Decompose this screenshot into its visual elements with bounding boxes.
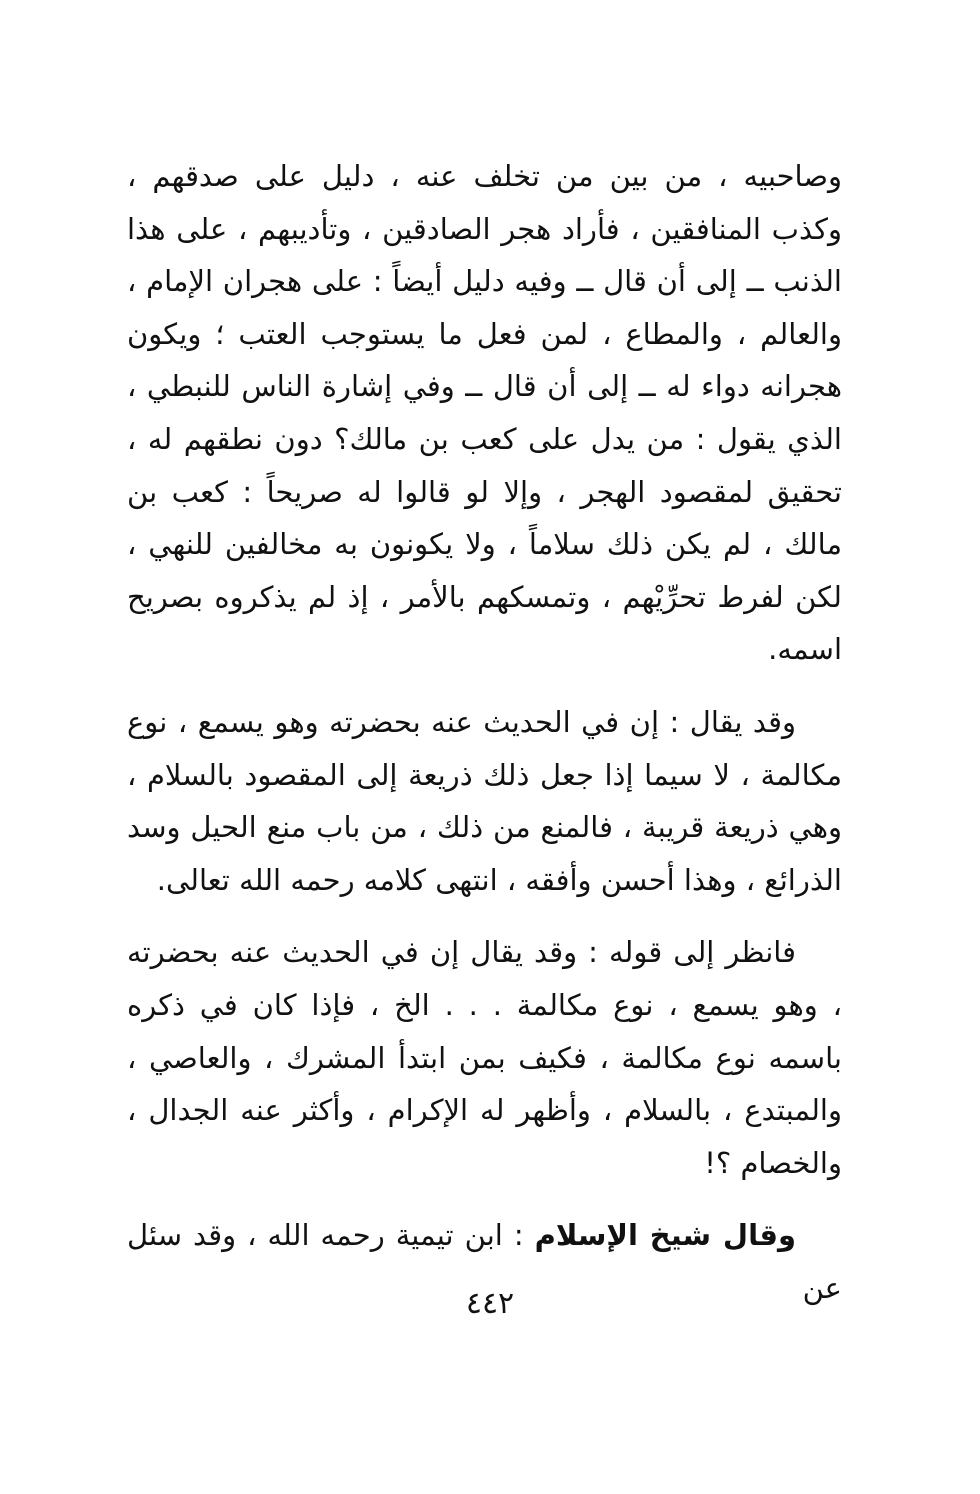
paragraph-1: وصاحبيه ، من بين من تخلف عنه ، دليل على صدقهم ، وكذب المنافقين ، فأراد هجر الصادقين ، وتأديبهم ، على هذا الذنب ــ إلى أن قال ــ وفيه دليل أيضاً : على هجران الإمام ، والعالم ، والمطاع ، لمن فعل ما يستوجب العتب ؛ ويكون هجرانه دواء له ــ إلى أن قال ــ وفي إشارة الناس للنبطي ، الذي يقول : من يدل على كعب بن مالك؟ دون نطقهم له ، تحقيق لمقصود الهجر ، وإلا لو قالوا له صريحاً : كعب بن مالك ، لم يكن ذلك سلاماً ، ولا يكونون به مخالفين للنهي ، لكن لفرط تحرِّيْهم ، وتمسكهم بالأمر ، إذ لم يذكروه بصريح اسمه. bbox=[127, 159, 842, 667]
paragraph-gap bbox=[127, 676, 842, 696]
page-number: ٤٤٢ bbox=[465, 1286, 515, 1321]
paragraph-2: وقد يقال : إن في الحديث عنه بحضرته وهو يسمع ، نوع مكالمة ، لا سيما إذا جعل ذلك ذريعة إلى المقصود بالسلام ، وهي ذريعة قريبة ، فالمنع من ذلك ، من باب منع الحيل وسد الذرائع ، وهذا أحسن وأفقه ، انتهى كلامه رحمه الله تعالى. bbox=[127, 704, 842, 897]
page-body bbox=[127, 150, 842, 1314]
paragraph-gap bbox=[127, 906, 842, 926]
paragraph-gap bbox=[127, 1189, 842, 1209]
paragraph-3: فانظر إلى قوله : وقد يقال إن في الحديث عنه بحضرته ، وهو يسمع ، نوع مكالمة . . . الخ ، فإذا كان في ذكره باسمه نوع مكالمة ، فكيف بمن ابتدأ المشرك ، والعاصي ، والمبتدع ، بالسلام ، وأظهر له الإكرام ، وأكثر عنه الجدال ، والخصام ؟! bbox=[127, 935, 842, 1180]
paragraph-4-bold-lead: وقال شيخ الإسلام bbox=[534, 1218, 796, 1253]
paragraph-4-rest: : ابن تيمية رحمه الله ، وقد سئل عن bbox=[127, 1218, 842, 1305]
